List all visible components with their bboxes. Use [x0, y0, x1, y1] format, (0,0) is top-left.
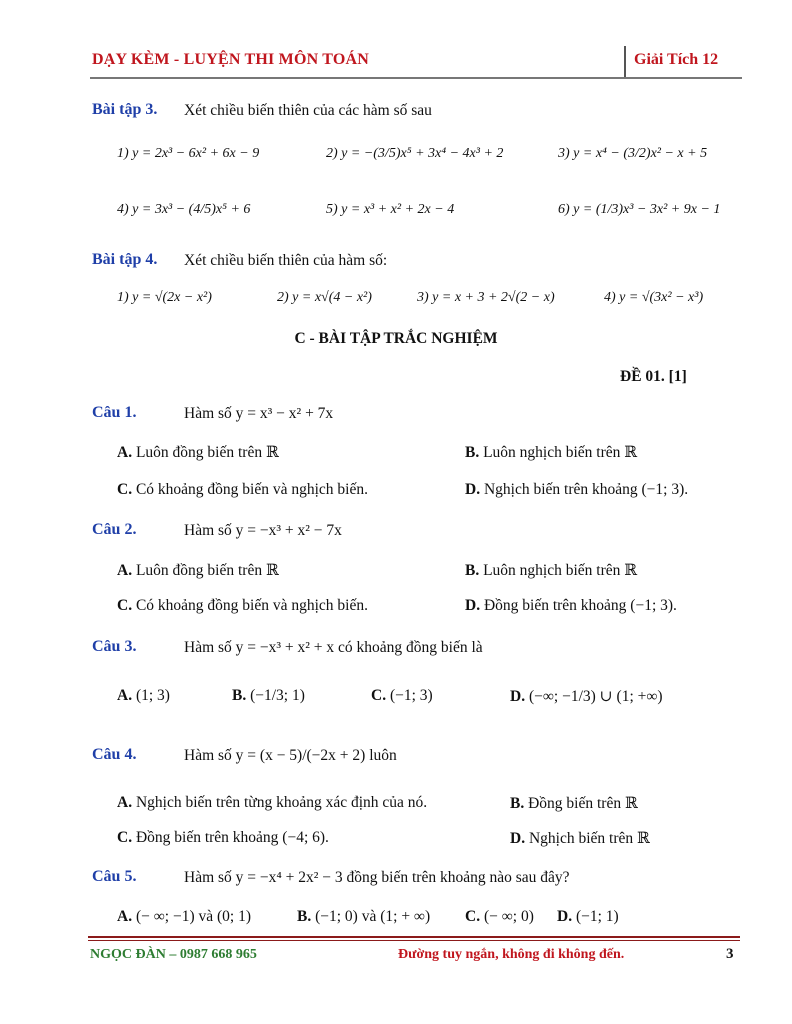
question-2-option-a[interactable]: A. Luôn đồng biến trên ℝ	[117, 562, 279, 579]
exercise-4-item: 2) y = x√(4 − x²)	[277, 290, 372, 305]
exercise-4-item: 3) y = x + 3 + 2√(2 − x)	[417, 290, 555, 305]
question-2-option-c[interactable]: C. Có khoảng đồng biến và nghịch biến.	[117, 597, 368, 614]
question-1-option-d[interactable]: D. Nghịch biến trên khoảng (−1; 3).	[465, 481, 689, 498]
question-4-option-a[interactable]: A. Nghịch biến trên từng khoảng xác định của nó.	[117, 794, 428, 811]
question-3-option-b[interactable]: B. (−1/3; 1)	[232, 687, 305, 704]
exercise-3-label: Bài tập 3.	[92, 101, 158, 118]
test-label: ĐỀ 01. [1]	[620, 368, 687, 385]
exercise-3-text: Xét chiều biến thiên của các hàm số sau	[184, 102, 432, 119]
header-divider	[624, 46, 626, 78]
exercise-3-item: 3) y = x⁴ − (3/2)x² − x + 5	[558, 146, 708, 161]
question-5-option-a[interactable]: A. (− ∞; −1) và (0; 1)	[117, 908, 251, 925]
question-1-option-a[interactable]: A. Luôn đồng biến trên ℝ	[117, 444, 279, 461]
footer-rule-thin	[88, 940, 740, 941]
question-1-option-c[interactable]: C. Có khoảng đồng biến và nghịch biến.	[117, 481, 368, 498]
question-1-label: Câu 1.	[92, 404, 137, 421]
question-5-label: Câu 5.	[92, 868, 137, 885]
footer-rule	[88, 936, 740, 938]
exercise-4-item: 1) y = √(2x − x²)	[117, 290, 212, 305]
question-1-option-b[interactable]: B. Luôn nghịch biến trên ℝ	[465, 444, 638, 461]
question-2-option-b[interactable]: B. Luôn nghịch biến trên ℝ	[465, 562, 638, 579]
question-4-stem: Hàm số y = (x − 5)/(−2x + 2) luôn	[184, 747, 397, 764]
section-title: C - BÀI TẬP TRẮC NGHIỆM	[294, 330, 498, 347]
exercise-4-item: 4) y = √(3x² − x³)	[604, 290, 704, 305]
header-title: DẠY KÈM - LUYỆN THI MÔN TOÁN	[92, 51, 370, 68]
page-number: 3	[726, 946, 734, 962]
question-2-label: Câu 2.	[92, 521, 137, 538]
question-4-option-b[interactable]: B. Đồng biến trên ℝ	[510, 795, 638, 812]
exercise-3-item: 5) y = x³ + x² + 2x − 4	[326, 202, 455, 217]
header-rule	[90, 77, 742, 79]
exercise-4-text: Xét chiều biến thiên của hàm số:	[184, 252, 388, 269]
question-5-stem: Hàm số y = −x⁴ + 2x² − 3 đồng biến trên khoảng nào sau đây?	[184, 869, 570, 886]
question-5-option-d[interactable]: D. (−1; 1)	[557, 908, 619, 925]
exercise-3-item: 6) y = (1/3)x³ − 3x² + 9x − 1	[558, 202, 721, 217]
question-4-option-c[interactable]: C. Đồng biến trên khoảng (−4; 6).	[117, 829, 329, 846]
footer-motto: Đường tuy ngắn, không đi không đến.	[398, 947, 625, 962]
exercise-4-label: Bài tập 4.	[92, 251, 158, 268]
question-3-option-d[interactable]: D. (−∞; −1/3) ∪ (1; +∞)	[510, 688, 663, 705]
header-subject: Giải Tích 12	[634, 51, 719, 68]
footer-author: NGỌC ĐÀN – 0987 668 965	[90, 947, 257, 962]
question-5-option-b[interactable]: B. (−1; 0) và (1; + ∞)	[297, 908, 431, 925]
exercise-3-item: 4) y = 3x³ − (4/5)x⁵ + 6	[117, 202, 251, 217]
question-2-option-d[interactable]: D. Đồng biến trên khoảng (−1; 3).	[465, 597, 677, 614]
question-1-stem: Hàm số y = x³ − x² + 7x	[184, 405, 334, 422]
question-4-label: Câu 4.	[92, 746, 137, 763]
exercise-3-item: 2) y = −(3/5)x⁵ + 3x⁴ − 4x³ + 2	[326, 146, 504, 161]
question-5-option-c[interactable]: C. (− ∞; 0)	[465, 908, 534, 925]
question-4-option-d[interactable]: D. Nghịch biến trên ℝ	[510, 830, 650, 847]
question-3-label: Câu 3.	[92, 638, 137, 655]
question-3-option-c[interactable]: C. (−1; 3)	[371, 687, 433, 704]
question-2-stem: Hàm số y = −x³ + x² − 7x	[184, 522, 342, 539]
question-3-option-a[interactable]: A. (1; 3)	[117, 687, 170, 704]
question-3-stem: Hàm số y = −x³ + x² + x có khoảng đồng biến là	[184, 639, 483, 656]
exercise-3-item: 1) y = 2x³ − 6x² + 6x − 9	[117, 146, 260, 161]
